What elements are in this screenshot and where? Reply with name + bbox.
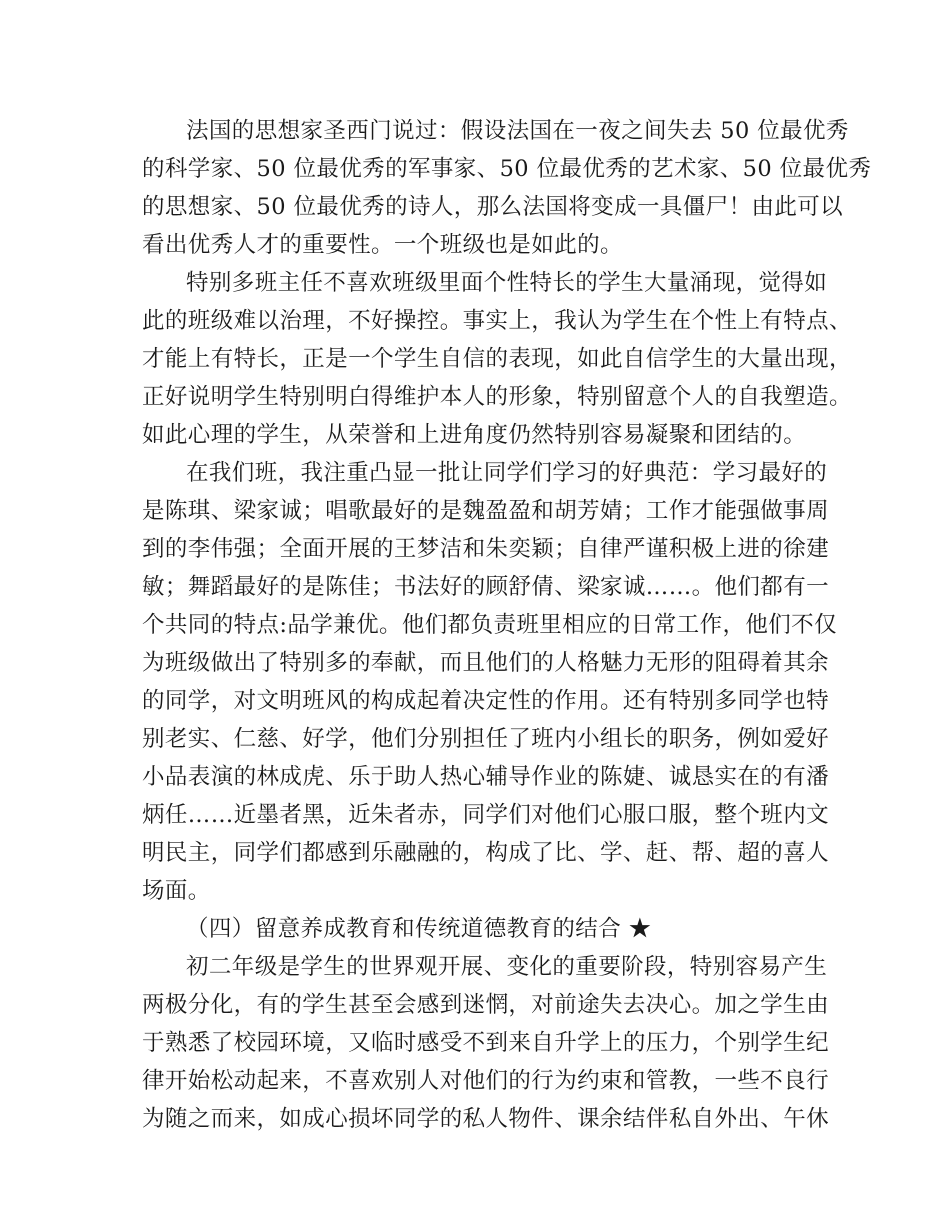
section-heading: （四）留意养成教育和传统道德教育的结合 ★ <box>186 916 652 942</box>
paragraph-4-line-2: 两极分化，有的学生甚至会感到迷惘，对前途失去决心。加之学生由 <box>142 992 830 1018</box>
paragraph-3-line-7: 的同学，对文明班风的构成起着决定性的作用。还有特别多同学也特 <box>142 688 830 714</box>
paragraph-4-line-3: 于熟悉了校园环境，又临时感受不到来自升学上的压力，个别学生纪 <box>142 1030 830 1056</box>
paragraph-3-line-4: 敏；舞蹈最好的是陈佳；书法好的顾舒倩、梁家诚……。他们都有一 <box>142 574 830 600</box>
paragraph-3-line-8: 别老实、仁慈、好学，他们分别担任了班内小组长的职务，例如爱好 <box>142 726 830 752</box>
paragraph-2-line-2: 此的班级难以治理，不好操控。事实上，我认为学生在个性上有特点、 <box>142 308 852 334</box>
paragraph-4-line-1: 初二年级是学生的世界观开展、变化的重要阶段，特别容易产生 <box>186 954 828 980</box>
paragraph-1-line-4: 看出优秀人才的重要性。一个班级也是如此的。 <box>142 232 623 258</box>
paragraph-3-line-5: 个共同的特点:品学兼优。他们都负责班里相应的日常工作，他们不仅 <box>142 612 837 638</box>
paragraph-2-line-1: 特别多班主任不喜欢班级里面个性特长的学生大量涌现，觉得如 <box>186 270 828 296</box>
paragraph-4-line-4: 律开始松动起来，不喜欢别人对他们的行为约束和管教，一些不良行 <box>142 1068 830 1094</box>
paragraph-1-line-1: 法国的思想家圣西门说过：假设法国在一夜之间失去 50 位最优秀 <box>186 118 849 144</box>
paragraph-1-line-3: 的思想家、50 位最优秀的诗人，那么法国将变成一具僵尸！由此可以 <box>142 194 844 220</box>
paragraph-3-line-9: 小品表演的林成虎、乐于助人热心辅导作业的陈婕、诚恳实在的有潘 <box>142 764 830 790</box>
paragraph-4-line-5: 为随之而来，如成心损坏同学的私人物件、课余结伴私自外出、午休 <box>142 1106 830 1132</box>
paragraph-3-line-10: 炳任……近墨者黑，近朱者赤，同学们对他们心服口服，整个班内文 <box>142 802 830 828</box>
paragraph-3-line-6: 为班级做出了特别多的奉献，而且他们的人格魅力无形的阻碍着其余 <box>142 650 830 676</box>
paragraph-3-line-12: 场面。 <box>142 878 211 904</box>
paragraph-2-line-5: 如此心理的学生，从荣誉和上进角度仍然特别容易凝聚和团结的。 <box>142 422 807 448</box>
paragraph-3-line-1: 在我们班，我注重凸显一批让同学们学习的好典范：学习最好的 <box>186 460 828 486</box>
paragraph-3-line-3: 到的李伟强；全面开展的王梦洁和朱奕颖；自律严谨积极上进的徐建 <box>142 536 830 562</box>
paragraph-2-line-3: 才能上有特长，正是一个学生自信的表现，如此自信学生的大量出现， <box>142 346 852 372</box>
paragraph-1-line-2: 的科学家、50 位最优秀的军事家、50 位最优秀的艺术家、50 位最优秀 <box>142 156 872 182</box>
paragraph-3-line-11: 明民主，同学们都感到乐融融的，构成了比、学、赶、帮、超的喜人 <box>142 840 830 866</box>
paragraph-2-line-4: 正好说明学生特别明白得维护本人的形象，特别留意个人的自我塑造。 <box>142 384 852 410</box>
paragraph-3-line-2: 是陈琪、梁家诚；唱歌最好的是魏盈盈和胡芳婧；工作才能强做事周 <box>142 498 830 524</box>
